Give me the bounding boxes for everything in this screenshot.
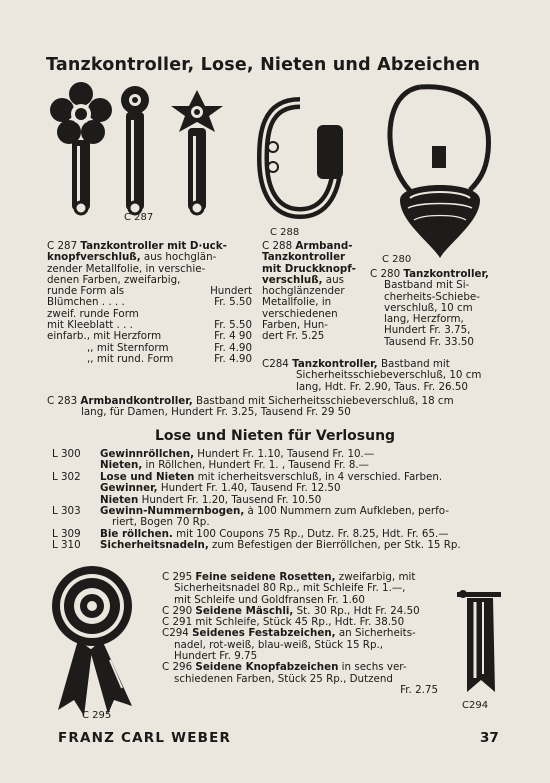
item-code: L 309 [52, 527, 81, 540]
price-row [47, 331, 252, 342]
price-label: einfarb., mit Herzform [47, 330, 162, 343]
item-text: an Sicherheits- [335, 627, 416, 640]
price-value: Fr. 5.50 [214, 319, 252, 332]
item-code: C 296 [162, 661, 193, 674]
caption-c295: C 295 [82, 710, 112, 721]
page-number: 37 [480, 730, 499, 746]
price-label: runde Form als [47, 285, 125, 298]
item-text: Bastband mit [377, 358, 450, 370]
price-label: ,, mit rund. Form [87, 352, 174, 365]
item-text: aus [322, 273, 344, 286]
ribbon-badge-icon [457, 590, 501, 692]
item-text: in sechs ver- [338, 661, 407, 674]
item-name-cont: mit Druckknopf- [262, 262, 356, 275]
list-subitem [52, 460, 502, 471]
item-name: Sicherheitsnadeln, [100, 540, 209, 552]
item-text: aus hochglän- [140, 251, 217, 264]
item-text: Hundert Fr. 1.40, Tausend Fr. 12.50 [157, 482, 341, 495]
item-text: zender Metallfolie, in verschie- [47, 262, 206, 275]
item-code: L 303 [52, 505, 81, 518]
lose-list [52, 449, 502, 552]
price-value: Hundert [210, 285, 252, 298]
c284-description [262, 359, 500, 393]
item-name: Tanzkontroller, [403, 268, 489, 280]
item-name: Feine seidene Rosetten, [195, 571, 336, 583]
illustration-c295-rosette [40, 560, 150, 718]
c280-description [370, 269, 496, 348]
item-name: Nieten, [100, 459, 143, 472]
item-name-cont: knopfverschluß, [47, 251, 141, 264]
illustration-c287-controllers [35, 80, 245, 220]
item-text: Sicherheitsnadel 80 Rp., mit Schleife Fr. 1.—, [174, 582, 406, 595]
item-text: St. 30 Rp., Hdt Fr. 24.50 [293, 604, 420, 617]
item-text: verschluß, 10 cm [384, 301, 473, 314]
item-text: dert Fr. 5.25 [262, 330, 325, 343]
item-text: hochglänzender [262, 285, 345, 298]
item-name: Gewinn-Nummernbogen, [100, 506, 245, 518]
item-text: lang, Herzform, [384, 313, 464, 326]
item-code: L 310 [52, 539, 81, 552]
item-text: riert, Bogen 70 Rp. [112, 516, 210, 529]
rosetten-description [162, 572, 442, 696]
item-name: Tanzkontroller, [292, 358, 378, 370]
item-text: Sicherheitsschiebeverschluß, 10 cm [296, 369, 482, 382]
item-name: Tanzkontroller mit D·uck- [80, 240, 227, 252]
price-value: Fr. 2.75 [400, 683, 438, 696]
price-label: Blümchen . . . . [47, 296, 125, 309]
item-text: Bastband mit Sicherheitsschiebeverschluß, 18 cm [192, 395, 454, 407]
item-name: Gewinnröllchen, [100, 449, 195, 460]
item-name: Armbandkontroller, [80, 395, 193, 407]
caption-c280: C 280 [382, 254, 412, 265]
item-text: Farben, Hun- [262, 319, 328, 332]
item-text: mit Schleife, Stück 45 Rp., Hdt. Fr. 38.50 [192, 616, 405, 629]
item-text: schiedenen Farben, Stück 25 Rp., Dutzend [174, 672, 393, 685]
item-name: Seidenes Festabzeichen, [192, 627, 336, 640]
c287-description [47, 241, 252, 365]
item-code: C 295 [162, 571, 193, 583]
item-text: à 100 Nummern zum Aufkleben, perfo- [244, 506, 449, 518]
price-value: Fr. 4 90 [214, 330, 252, 343]
item-text: Bastband mit Si- [384, 279, 470, 292]
item-name: Seidene Mäschli, [195, 604, 294, 617]
caption-c294: C294 [462, 700, 489, 711]
item-name: Armband- [295, 240, 353, 252]
item-text: Hundert Fr. 1.10, Tausend Fr. 10.— [194, 449, 375, 460]
item-text: lang, für Damen, Hundert Fr. 3.25, Tausend Fr. 29 50 [81, 406, 351, 419]
item-text: zweifarbig, mit [335, 571, 416, 583]
c283-description [47, 396, 499, 419]
clasp-icon [317, 125, 343, 179]
item-code: C284 [262, 358, 289, 370]
item-text: Hundert Fr. 3.75, [384, 324, 471, 337]
item-name: Lose und Nieten [100, 471, 195, 483]
illustration-c288-armband [255, 95, 345, 223]
item-text: verschiedenen [262, 307, 338, 320]
page-title: Tanzkontroller, Lose, Nieten und Abzeichen [46, 55, 481, 75]
item-text: in Röllchen, Hundert Fr. 1. , Tausend Fr. 8.— [142, 459, 369, 472]
item-text: Metallfolie, in [262, 296, 332, 309]
price-value: Fr. 5.50 [214, 296, 252, 309]
item-text: Hundert Fr. 1.20, Tausend Fr. 10.50 [138, 493, 322, 506]
round-badge-icon [121, 86, 149, 214]
illustration-c280-tag [380, 82, 500, 260]
list-item [52, 540, 502, 551]
price-label: mit Kleeblatt . . . [47, 319, 133, 332]
item-code: C 291 [162, 616, 193, 629]
list-subitem [52, 517, 502, 528]
item-code: L 302 [52, 470, 81, 483]
item-code: C 280 [370, 268, 401, 280]
item-text: zum Befestigen der Bierröllchen, per Stk. 15 Rp. [208, 540, 461, 552]
item-text: nadel, rot-weiß, blau-weiß, Stück 15 Rp., [174, 638, 384, 651]
item-text: mit Schleife und Goldfransen Fr. 1.60 [174, 593, 365, 606]
price-value: Fr. 4.90 [214, 341, 252, 354]
item-text: cherheits-Schiebe- [384, 290, 480, 303]
caption-c287: C 287 [124, 212, 154, 223]
item-code: C 290 [162, 604, 193, 617]
item-text: Hundert Fr. 9.75 [174, 650, 258, 663]
illustration-c294-badge [455, 588, 505, 700]
item-name: Nieten [100, 493, 139, 506]
price-label: ,, mit Sternform [87, 341, 169, 354]
price-value: Fr. 4.90 [214, 352, 252, 365]
item-text: mit icherheitsverschluß, in 4 verschied. Farben. [194, 471, 443, 483]
item-code: C 283 [47, 395, 78, 407]
list-subitem [52, 495, 502, 506]
item-name: Gewinner, [100, 482, 158, 495]
item-code: C 287 [47, 240, 78, 252]
item-text: zweif. runde Form [47, 307, 139, 320]
item-name-cont: Tanzkontroller [262, 251, 346, 264]
c288-description [262, 241, 370, 343]
item-code: C294 [162, 627, 189, 640]
item-name: Bie röllchen. [100, 528, 173, 540]
item-text: mit 100 Coupons 75 Rp., Dutz. Fr. 8.25, Hdt. Fr. 65.— [172, 528, 449, 540]
item-text: Tausend Fr. 33.50 [384, 335, 474, 348]
flower-badge-icon [50, 82, 112, 214]
caption-c288: C 288 [270, 227, 300, 238]
section-heading-lose: Lose und Nieten für Verlosung [154, 428, 396, 444]
item-name-cont: verschluß, [262, 273, 323, 286]
item-text: denen Farben, zweifarbig, [47, 273, 181, 286]
price-row [47, 354, 252, 365]
item-name: Seidene Knopfabzeichen [195, 661, 339, 674]
item-code: C 288 [262, 240, 293, 252]
rosette-icon [52, 566, 132, 716]
star-badge-icon [171, 90, 223, 214]
footer-brand: FRANZ CARL WEBER [58, 730, 232, 746]
list-item [52, 529, 502, 540]
item-text: lang, Hdt. Fr. 2.90, Taus. Fr. 26.50 [296, 380, 468, 393]
item-code: L 300 [52, 448, 81, 460]
